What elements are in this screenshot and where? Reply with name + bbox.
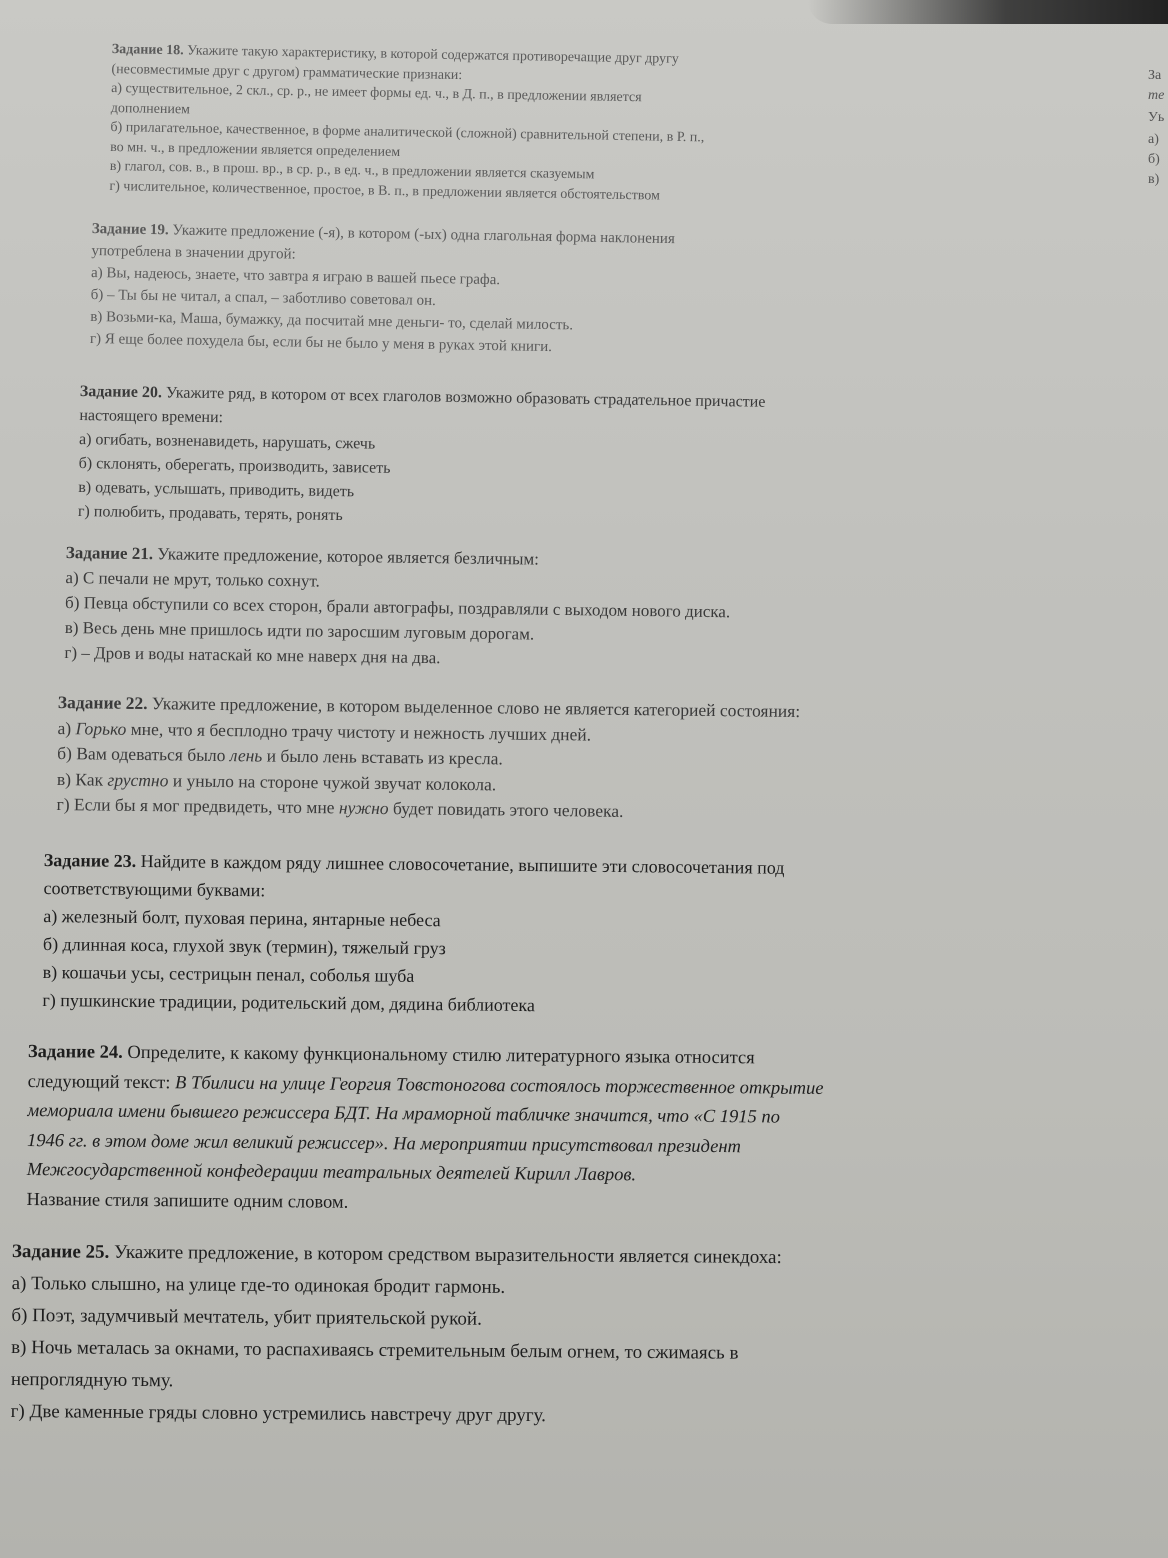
task-20 <box>78 380 766 535</box>
quoted-text: мемориала имени бывшего режиссера БДТ. На мраморной табличке значится, что «С 1915 по <box>27 1100 780 1128</box>
option-a: а) железный болт, пуховая перина, янтарные небеса <box>43 905 441 931</box>
highlighted-word: лень <box>229 745 263 766</box>
task-24 <box>26 1038 823 1222</box>
margin-fragment: За <box>1148 68 1162 83</box>
option-b: б) длинная коса, глухой звук (термин), тяжелый груз <box>42 933 446 959</box>
task-question: Укажите такую характеристику, в которой содержатся противоречащие друг другу <box>183 43 679 67</box>
task-18 <box>109 40 706 206</box>
task-label: Задание 18. <box>111 41 184 59</box>
option-c: в) одевать, услышать, приводить, видеть <box>78 478 355 501</box>
option-a: а) С печали не мрут, только сохнут. <box>65 567 320 591</box>
task-instruction: Название стиля запишите одним словом. <box>26 1189 349 1213</box>
option-a: а) Только слышно, на улице где-то одинокая бродит гармонь. <box>11 1272 506 1298</box>
task-23 <box>42 846 784 1022</box>
task-question: Укажите предложение (-я), в котором (-ых) одна глагольная форма наклонения <box>168 222 675 248</box>
task-question: Определите, к какому функциональному стилю литературного языка относится <box>122 1042 755 1069</box>
option-c-cont: непроглядную тьму. <box>10 1368 174 1392</box>
option-text: и уныло на стороне чужой звучат колокола. <box>168 769 497 794</box>
option-d: г) Две каменные гряды словно устремились навстречу друг другу. <box>10 1400 547 1427</box>
option-b: б) – Ты бы не читал, а спал, – заботливо советовал он. <box>90 286 437 310</box>
option-prefix: а) <box>57 717 76 738</box>
option-a: а) Вы, надеюсь, знаете, что завтра я играю в вашей пьесе графа. <box>90 264 501 289</box>
task-question: Укажите предложение, которое является безличным: <box>152 544 540 569</box>
option-text: будет повидать этого человека. <box>388 798 624 821</box>
task-question-cont: (несовместимые друг с другом) грамматические признаки: <box>111 61 463 83</box>
option-d: г) пушкинские традиции, родительский дом, дядина библиотека <box>42 989 536 1016</box>
margin-fragment: в) <box>1148 172 1160 187</box>
task-question-cont: употреблена в значении другой: <box>91 242 296 263</box>
margin-fragment: а) <box>1148 132 1159 147</box>
highlighted-word: нужно <box>338 797 389 819</box>
option-c: в) глагол, сов. в., в прош. вр., в ср. р., в ед. ч., в предложении является сказуемым <box>109 158 595 183</box>
option-d: г) Я еще более похудела бы, если бы не было у меня в руках этой книги. <box>89 330 553 356</box>
task-21 <box>64 540 731 674</box>
option-b: б) склонять, оберегать, производить, зависеть <box>78 454 391 477</box>
option-text: мне, что я бесплодно трачу чистоту и нежность лучших дней. <box>126 718 592 745</box>
option-a: а) огибать, возненавидеть, нарушать, сжечь <box>78 430 376 453</box>
task-label: Задание 24. <box>27 1041 123 1063</box>
option-prefix: б) Вам одеваться было <box>57 742 230 766</box>
task-question-cont: следующий текст: <box>27 1071 176 1093</box>
task-question-cont: соответствующими буквами: <box>43 877 266 901</box>
option-b: б) Певца обступили со всех сторон, брали автографы, поздравляли с выходом нового диска. <box>64 592 731 622</box>
option-a-cont: дополнением <box>110 100 191 117</box>
task-label: Задание 23. <box>43 849 137 871</box>
margin-fragment: Уь <box>1148 110 1165 125</box>
margin-fragment: те <box>1148 88 1165 103</box>
option-b-cont: во мн. ч., в предложении является определением <box>110 139 401 160</box>
task-19 <box>90 218 675 360</box>
task-question: Укажите предложение, в котором выделенное слово не является категорией состояния: <box>147 693 801 722</box>
option-c: в) Возьми-ка, Маша, бумажку, да посчитай мне деньги- то, сделай милость. <box>90 308 574 334</box>
task-25 <box>10 1236 781 1434</box>
option-d: г) – Дров и воды натаскай ко мне наверх дня на два. <box>64 642 441 668</box>
task-label: Задание 20. <box>79 382 163 402</box>
option-c: в) Ночь металась за окнами, то распахиваясь стремительным белым огнем, то сжимаясь в <box>11 1336 739 1364</box>
quoted-text: 1946 гг. в этом доме жил великий режиссер». На мероприятии присутствовал президент <box>27 1130 742 1157</box>
option-c: в) кошачьи усы, сестрицын пенал, соболья шуба <box>42 961 415 986</box>
task-question: Укажите предложение, в котором средством выразительности является синекдоха: <box>109 1241 782 1269</box>
quoted-text: Межгосударственной конфедерации театральных деятелей Кирилл Лавров. <box>26 1159 637 1186</box>
option-d: г) числительное, количественное, простое, в В. п., в предложении является обстоятельством <box>109 178 661 204</box>
option-b: б) Поэт, задумчивый мечтатель, убит приятельской рукой. <box>11 1304 482 1330</box>
task-label: Задание 19. <box>91 220 169 239</box>
task-label: Задание 25. <box>11 1240 110 1263</box>
task-22 <box>56 690 800 827</box>
task-label: Задание 21. <box>65 542 154 564</box>
task-label: Задание 22. <box>57 691 148 714</box>
option-prefix: г) Если бы я мог предвидеть, что мне <box>56 793 340 818</box>
option-text: и было лень вставать из кресла. <box>262 745 503 769</box>
quoted-text: В Тбилиси на улице Георгия Товстоногова состоялось торжественное открытие <box>174 1072 824 1099</box>
option-c: в) Весь день мне пришлось идти по заросшим луговым дорогам. <box>64 617 535 644</box>
highlighted-word: Горько <box>75 717 127 739</box>
option-d: г) полюбить, продавать, терять, ронять <box>77 502 343 525</box>
task-question: Найдите в каждом ряду лишнее словосочетание, выпишите эти словосочетания под <box>136 850 785 878</box>
pen-shadow <box>808 0 1168 24</box>
option-b: б) прилагательное, качественное, в форме аналитической (сложной) сравнительной степени, в Р. п., <box>110 119 705 146</box>
highlighted-word: грустно <box>107 769 169 790</box>
option-prefix: в) Как <box>56 768 108 790</box>
task-question: Укажите ряд, в котором от всех глаголов возможно образовать страдательное причастие <box>161 384 766 411</box>
task-question-cont: настоящего времени: <box>79 406 224 427</box>
option-a: а) существительное, 2 скл., ср. р., не имеет формы ед. ч., в Д. п., в предложении является <box>111 80 642 106</box>
margin-fragment: б) <box>1148 152 1160 167</box>
